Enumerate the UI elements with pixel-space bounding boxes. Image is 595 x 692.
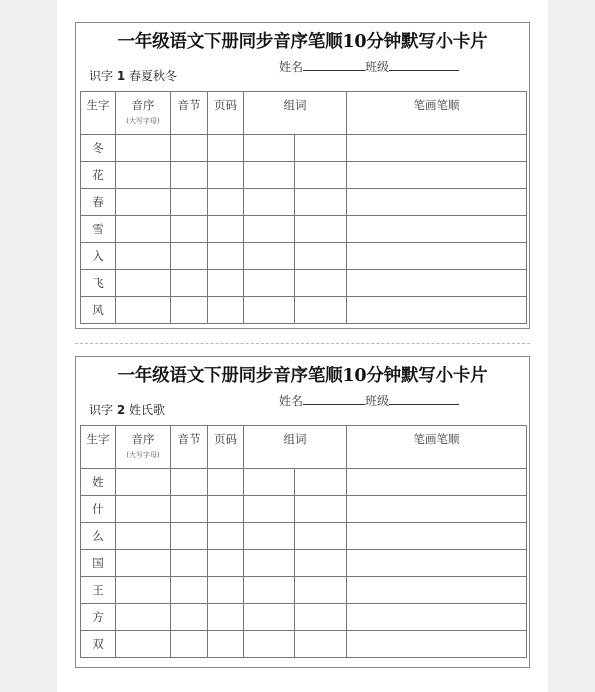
bihua-cell[interactable]	[347, 189, 527, 216]
char-cell: 姓	[81, 469, 116, 496]
class-label: 班级	[365, 394, 390, 408]
zuci-cell-1[interactable]	[244, 297, 295, 324]
char-cell: 风	[81, 297, 116, 324]
zuci-cell-1[interactable]	[244, 216, 295, 243]
yinxu-cell[interactable]	[116, 135, 171, 162]
zuci-cell-1[interactable]	[244, 604, 295, 631]
table-row	[81, 162, 527, 189]
yema-cell[interactable]	[208, 469, 244, 496]
yema-cell[interactable]	[208, 270, 244, 297]
table-header-row	[81, 92, 527, 135]
zuci-cell-2[interactable]	[295, 189, 347, 216]
yinxu-cell[interactable]	[116, 189, 171, 216]
char-cell: 春	[81, 189, 116, 216]
bihua-cell[interactable]	[347, 577, 527, 604]
table-row	[81, 135, 527, 162]
char-cell: 入	[81, 243, 116, 270]
yinjie-cell[interactable]	[171, 297, 208, 324]
yinjie-cell[interactable]	[171, 469, 208, 496]
header-yinxu	[116, 426, 171, 469]
char-cell: 花	[81, 162, 116, 189]
yema-cell[interactable]	[208, 631, 244, 658]
dictation-table	[80, 91, 527, 324]
zuci-cell-1[interactable]	[244, 162, 295, 189]
zuci-cell-2[interactable]	[295, 469, 347, 496]
header-yinxu	[116, 92, 171, 135]
zuci-cell-1[interactable]	[244, 270, 295, 297]
bihua-cell[interactable]	[347, 243, 527, 270]
char-cell: 王	[81, 577, 116, 604]
table-row	[81, 496, 527, 523]
yema-cell[interactable]	[208, 162, 244, 189]
yema-cell[interactable]	[208, 577, 244, 604]
yema-cell[interactable]	[208, 297, 244, 324]
table-row	[81, 550, 527, 577]
header-char: 生字	[81, 426, 116, 469]
lesson-name: 姓氏歌	[129, 403, 166, 417]
zuci-cell-2[interactable]	[295, 496, 347, 523]
zuci-cell-2[interactable]	[295, 550, 347, 577]
char-cell: 雪	[81, 216, 116, 243]
zuci-cell-1[interactable]	[244, 243, 295, 270]
yinjie-cell[interactable]	[171, 189, 208, 216]
class-blank[interactable]	[389, 394, 459, 405]
zuci-cell-1[interactable]	[244, 550, 295, 577]
char-cell: 方	[81, 604, 116, 631]
table-row	[81, 577, 527, 604]
yinjie-cell[interactable]	[171, 243, 208, 270]
bihua-cell[interactable]	[347, 297, 527, 324]
name-blank[interactable]	[303, 394, 365, 405]
bihua-cell[interactable]	[347, 135, 527, 162]
yema-cell[interactable]	[208, 243, 244, 270]
zuci-cell-2[interactable]	[295, 162, 347, 189]
bihua-cell[interactable]	[347, 631, 527, 658]
yinjie-cell[interactable]	[171, 162, 208, 189]
yema-cell[interactable]	[208, 496, 244, 523]
zuci-cell-1[interactable]	[244, 496, 295, 523]
table-row	[81, 297, 527, 324]
table-row	[81, 631, 527, 658]
zuci-cell-1[interactable]	[244, 523, 295, 550]
char-cell: 国	[81, 550, 116, 577]
table-row	[81, 523, 527, 550]
yema-cell[interactable]	[208, 216, 244, 243]
yinjie-cell[interactable]	[171, 496, 208, 523]
lesson-heading	[89, 67, 177, 84]
yinxu-cell[interactable]	[116, 270, 171, 297]
zuci-cell-2[interactable]	[295, 604, 347, 631]
yinxu-cell[interactable]	[116, 162, 171, 189]
card-title: 一年级语文下册同步音序笔顺10分钟默写小卡片	[117, 32, 488, 52]
yema-cell[interactable]	[208, 189, 244, 216]
zuci-cell-1[interactable]	[244, 469, 295, 496]
lesson-number: 1	[116, 69, 126, 83]
name-blank[interactable]	[303, 60, 365, 71]
bihua-cell[interactable]	[347, 604, 527, 631]
name-label: 姓名	[279, 60, 304, 74]
table-header-row	[81, 426, 527, 469]
bihua-cell[interactable]	[347, 523, 527, 550]
char-cell: 冬	[81, 135, 116, 162]
zuci-cell-2[interactable]	[295, 270, 347, 297]
lesson-prefix: 识字	[89, 403, 114, 417]
zuci-cell-2[interactable]	[295, 135, 347, 162]
yinjie-cell[interactable]	[171, 550, 208, 577]
dictation-table	[80, 425, 527, 658]
header-yinjie: 音节	[171, 92, 208, 135]
zuci-cell-2[interactable]	[295, 297, 347, 324]
yinxu-cell[interactable]	[116, 577, 171, 604]
name-class-line	[279, 392, 459, 409]
header-bihua: 笔画笔顺	[347, 92, 527, 135]
header-yinxu-note: (大写字母)	[126, 451, 160, 459]
table-row	[81, 189, 527, 216]
header-zuci: 组词	[244, 92, 347, 135]
zuci-cell-2[interactable]	[295, 523, 347, 550]
bihua-cell[interactable]	[347, 550, 527, 577]
header-yinxu-note: (大写字母)	[126, 117, 160, 125]
bihua-cell[interactable]	[347, 216, 527, 243]
table-row	[81, 243, 527, 270]
yinjie-cell[interactable]	[171, 216, 208, 243]
zuci-cell-2[interactable]	[295, 216, 347, 243]
bihua-cell[interactable]	[347, 162, 527, 189]
zuci-cell-1[interactable]	[244, 631, 295, 658]
yinjie-cell[interactable]	[171, 577, 208, 604]
class-blank[interactable]	[389, 60, 459, 71]
yema-cell[interactable]	[208, 135, 244, 162]
char-cell: 什	[81, 496, 116, 523]
header-zuci: 组词	[244, 426, 347, 469]
yinxu-cell[interactable]	[116, 604, 171, 631]
yinjie-cell[interactable]	[171, 523, 208, 550]
char-cell: 双	[81, 631, 116, 658]
header-yema: 页码	[208, 426, 244, 469]
name-label: 姓名	[279, 394, 304, 408]
zuci-cell-2[interactable]	[295, 577, 347, 604]
bihua-cell[interactable]	[347, 496, 527, 523]
yema-cell[interactable]	[208, 604, 244, 631]
dictation-card-2	[75, 356, 530, 668]
char-cell: 飞	[81, 270, 116, 297]
lesson-heading	[89, 401, 165, 418]
header-yinxu-label: 音序	[131, 432, 155, 446]
yinjie-cell[interactable]	[171, 270, 208, 297]
yinxu-cell[interactable]	[116, 469, 171, 496]
header-bihua: 笔画笔顺	[347, 426, 527, 469]
header-yema: 页码	[208, 92, 244, 135]
dictation-card-1	[75, 22, 530, 329]
bihua-cell[interactable]	[347, 270, 527, 297]
class-label: 班级	[365, 60, 390, 74]
header-yinjie: 音节	[171, 426, 208, 469]
header-char: 生字	[81, 92, 116, 135]
char-cell: 么	[81, 523, 116, 550]
table-row	[81, 604, 527, 631]
lesson-prefix: 识字	[89, 69, 114, 83]
table-row	[81, 270, 527, 297]
yinxu-cell[interactable]	[116, 550, 171, 577]
zuci-cell-2[interactable]	[295, 631, 347, 658]
yema-cell[interactable]	[208, 550, 244, 577]
table-row	[81, 469, 527, 496]
bihua-cell[interactable]	[347, 469, 527, 496]
lesson-name: 春夏秋冬	[129, 69, 178, 83]
name-class-line	[279, 58, 459, 75]
table-row	[81, 216, 527, 243]
card-title: 一年级语文下册同步音序笔顺10分钟默写小卡片	[117, 366, 488, 386]
yinxu-cell[interactable]	[116, 631, 171, 658]
card-divider	[75, 343, 530, 344]
yinxu-cell[interactable]	[116, 243, 171, 270]
zuci-cell-1[interactable]	[244, 135, 295, 162]
yinxu-cell[interactable]	[116, 297, 171, 324]
zuci-cell-1[interactable]	[244, 189, 295, 216]
zuci-cell-1[interactable]	[244, 577, 295, 604]
yinxu-cell[interactable]	[116, 496, 171, 523]
yema-cell[interactable]	[208, 523, 244, 550]
header-yinxu-label: 音序	[131, 98, 155, 112]
yinjie-cell[interactable]	[171, 135, 208, 162]
zuci-cell-2[interactable]	[295, 243, 347, 270]
yinxu-cell[interactable]	[116, 216, 171, 243]
lesson-number: 2	[116, 403, 126, 417]
yinxu-cell[interactable]	[116, 523, 171, 550]
yinjie-cell[interactable]	[171, 631, 208, 658]
yinjie-cell[interactable]	[171, 604, 208, 631]
